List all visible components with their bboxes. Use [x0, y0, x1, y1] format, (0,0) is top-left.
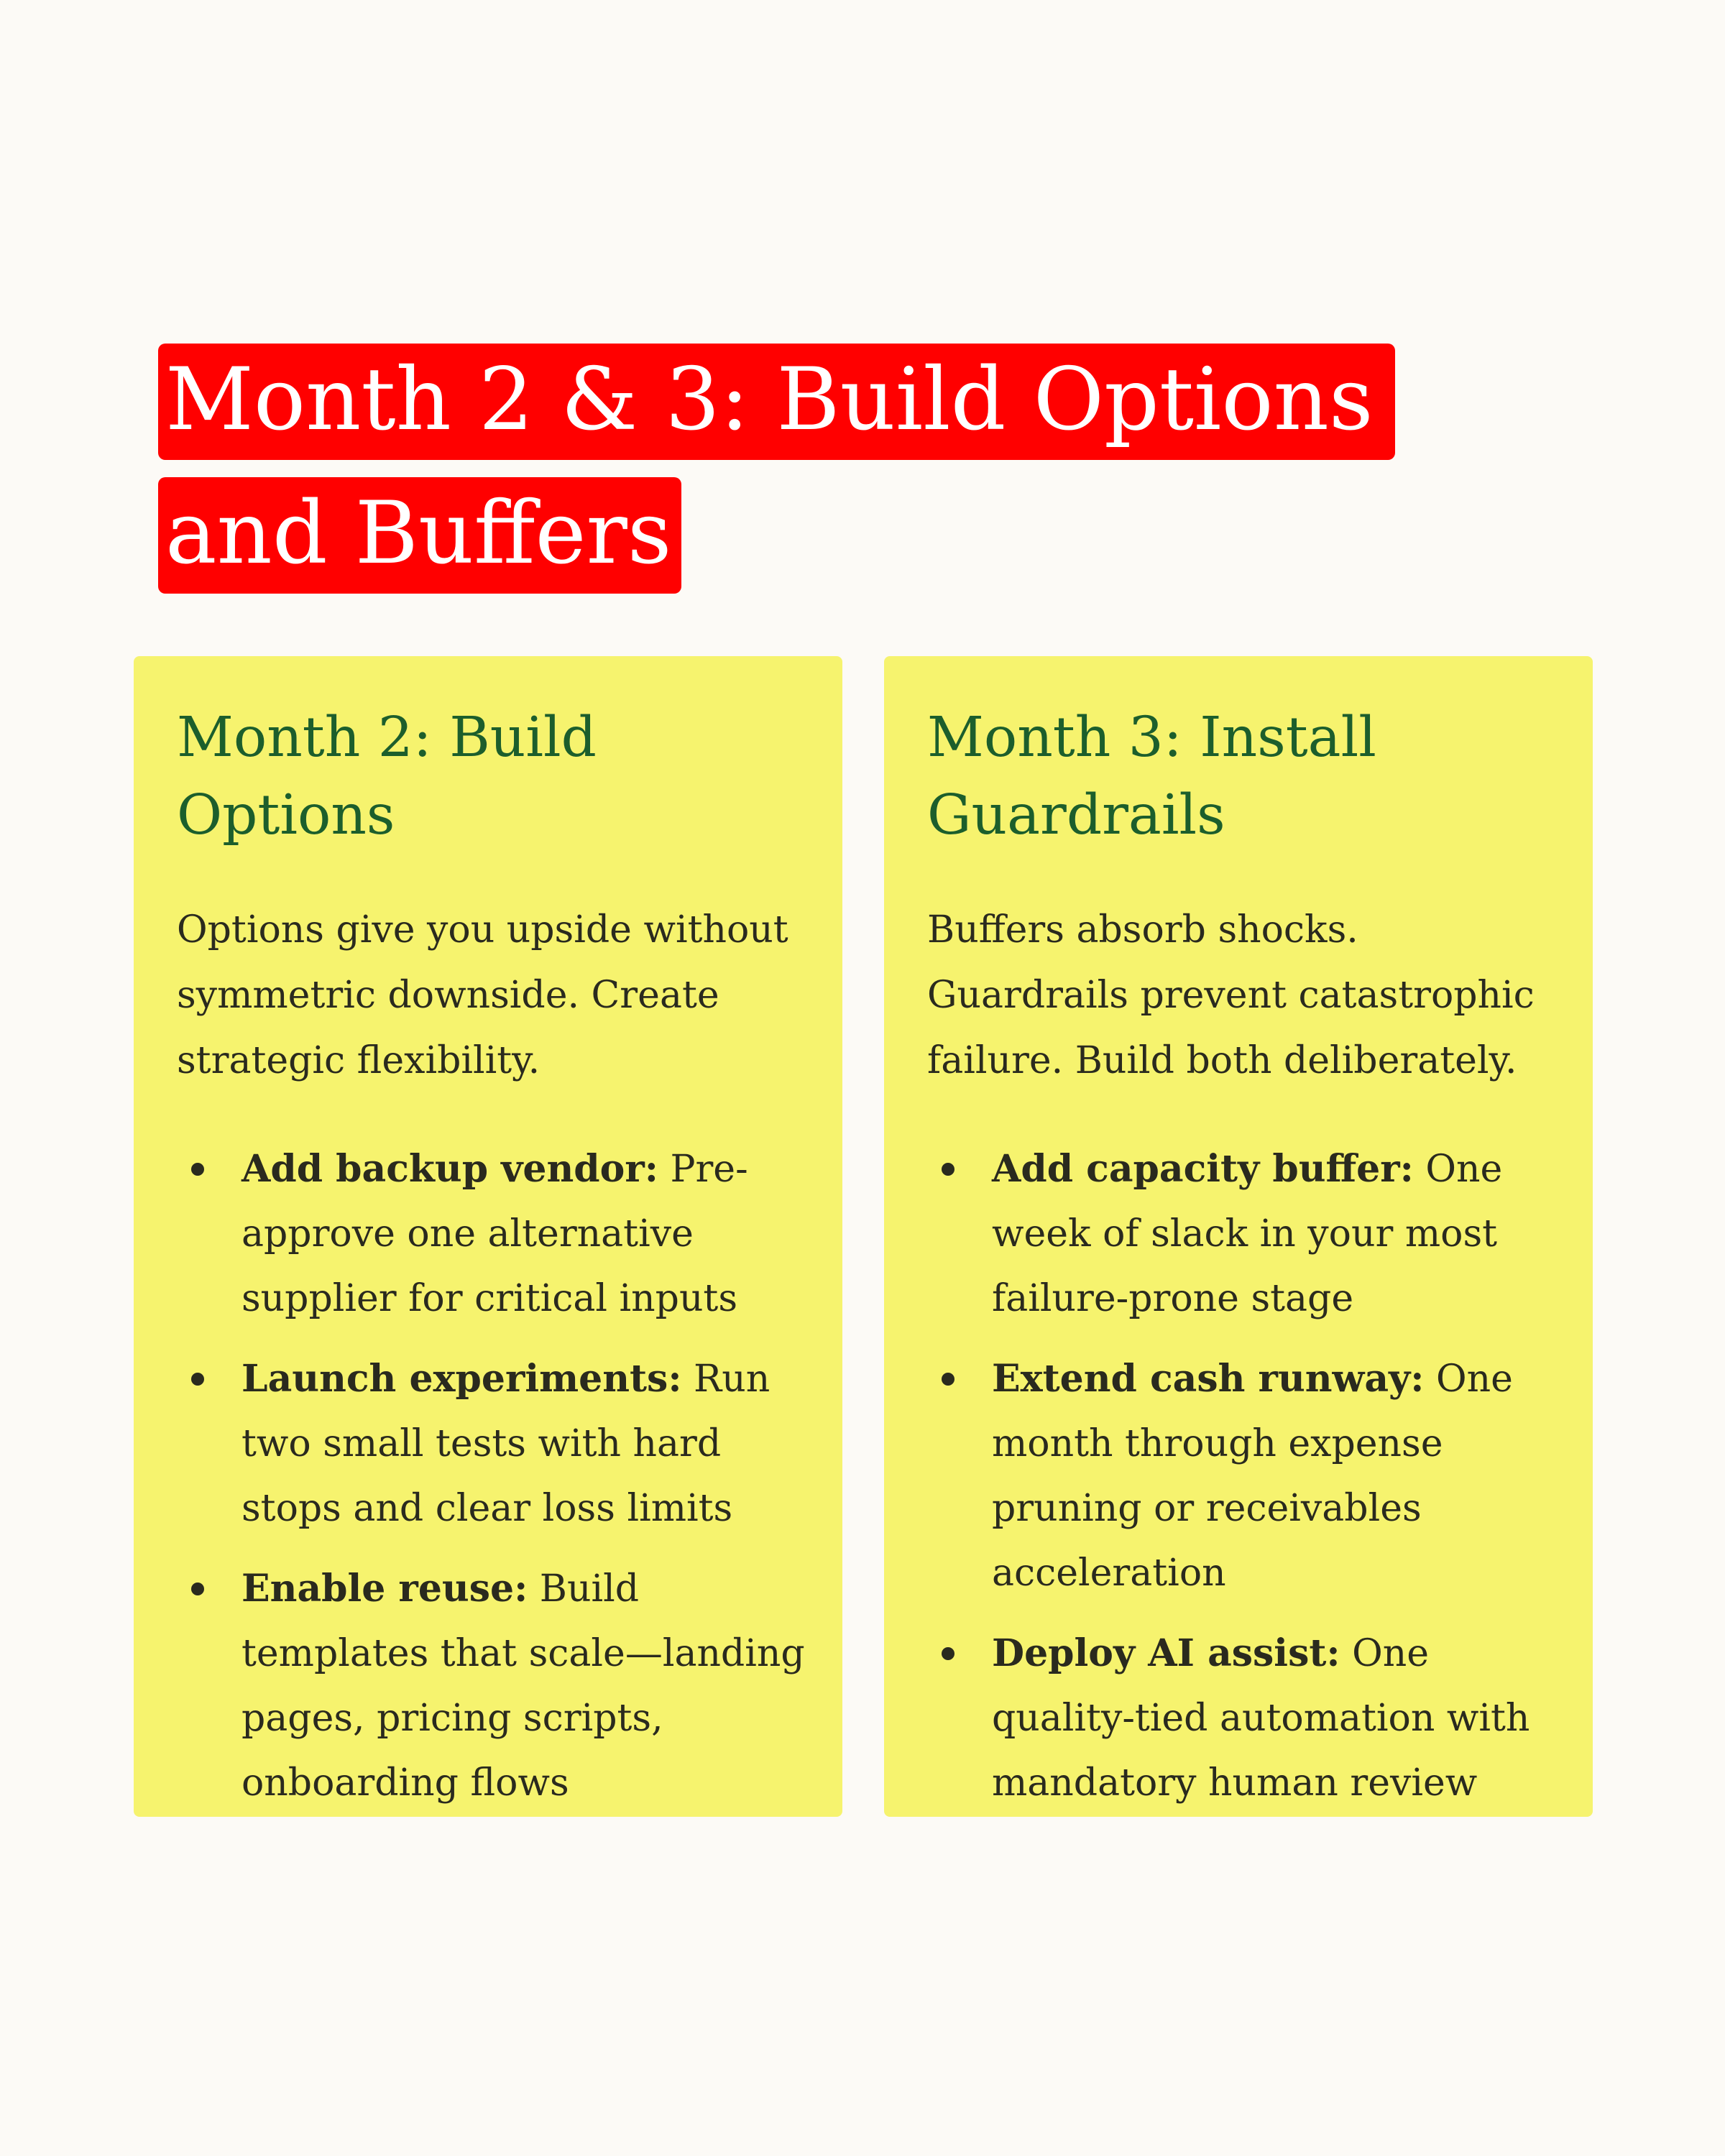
card-intro: Buffers absorb shocks. Guardrails prevent catastrophic failure. Build both deliberately.	[927, 908, 1535, 1082]
bullet-text: One week of slack in your most failure-prone stage	[992, 1148, 1503, 1320]
bullet-icon	[942, 1373, 954, 1386]
bullet-term: Deploy AI assist:	[992, 1631, 1340, 1675]
list-item	[927, 1621, 1557, 1815]
bullet-list	[177, 1137, 806, 1815]
list-item	[177, 1347, 806, 1541]
card-heading: Month 2: Build Options	[177, 706, 597, 847]
list-item	[177, 1137, 806, 1331]
bullet-icon	[191, 1373, 204, 1386]
bullet-icon	[191, 1163, 204, 1176]
bullet-icon	[191, 1583, 204, 1595]
bullet-list	[927, 1137, 1557, 1815]
bullet-text: Run two small tests with hard stops and clear loss limits	[242, 1358, 770, 1530]
bullet-term: Add backup vendor:	[242, 1147, 658, 1191]
list-item	[927, 1347, 1557, 1606]
page-title	[158, 344, 1452, 611]
month-3-card	[884, 656, 1593, 1817]
list-item	[177, 1557, 806, 1815]
card-heading: Month 3: Install Guardrails	[927, 706, 1376, 847]
bullet-text: One quality-tied automation with mandatory human review	[992, 1632, 1530, 1805]
bullet-term: Add capacity buffer:	[992, 1147, 1414, 1191]
bullet-text: Pre-approve one alternative supplier for critical inputs	[242, 1148, 748, 1320]
bullet-icon	[942, 1163, 954, 1176]
bullet-text: Build templates that scale—landing pages, pricing scripts, onboarding flows	[242, 1567, 805, 1805]
bullet-icon	[942, 1647, 954, 1660]
bullet-text: One month through expense pruning or receivables acceleration	[992, 1358, 1513, 1595]
card-intro: Options give you upside without symmetric downside. Create strategic flexibility.	[177, 908, 788, 1082]
month-2-card	[134, 656, 842, 1817]
page-title-line-1: Month 2 & 3: Build Options	[158, 344, 1395, 460]
list-item	[927, 1137, 1557, 1331]
bullet-term: Enable reuse:	[242, 1567, 528, 1611]
bullet-term: Extend cash runway:	[992, 1357, 1425, 1401]
page-title-line-2: and Buffers	[158, 477, 681, 594]
bullet-term: Launch experiments:	[242, 1357, 682, 1401]
